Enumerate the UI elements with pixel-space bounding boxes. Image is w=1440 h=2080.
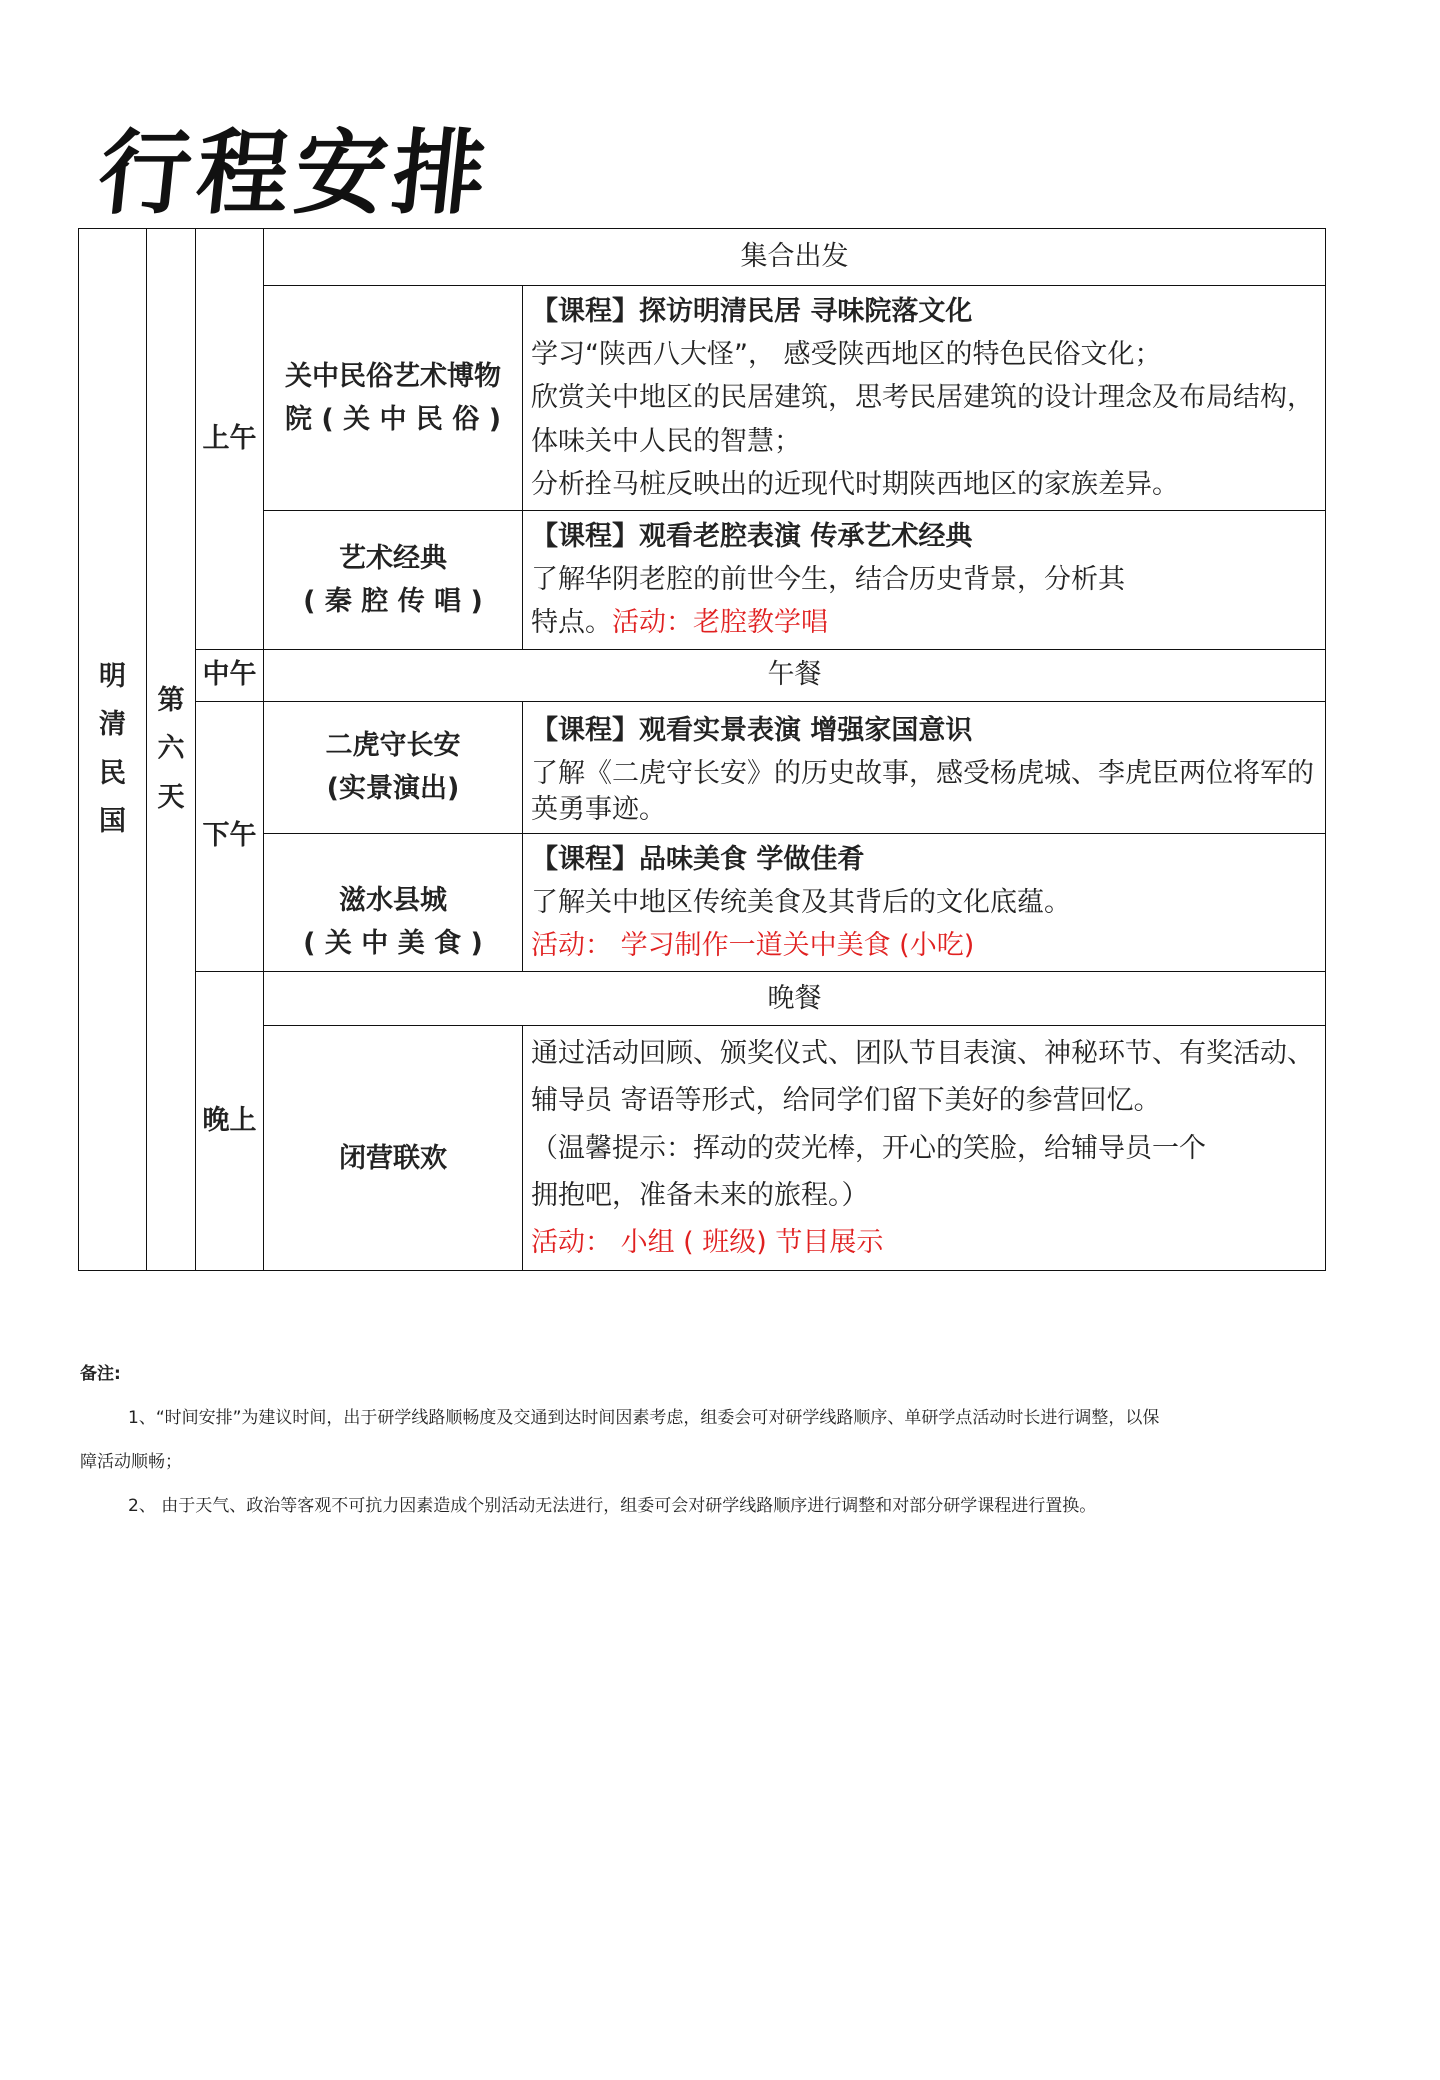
note-item-continuation: 障活动顺畅； [80, 1452, 182, 1472]
detail-line: 欣赏关中地区的民居建筑，思考民居建筑的设计理念及布局结构， [531, 382, 1314, 414]
detail-line: 了解关中地区传统美食及其背后的文化底蕴。 [531, 886, 1071, 918]
detail-line: 了解《二虎守长安》的历史故事，感受杨虎城、李虎臣两位将军的 [531, 758, 1314, 790]
place-zishui [264, 833, 523, 972]
theme-label: 明清民国 [99, 660, 126, 838]
dinner-row: 晚餐 [264, 972, 1326, 1026]
detail-line: 辅导员 寄语等形式，给同学们留下美好的参营回忆。 [531, 1085, 1161, 1117]
place-opera [264, 511, 523, 650]
place-closing: 闭营联欢 [264, 1026, 523, 1271]
theme-cell [79, 229, 147, 1271]
activity-text: 活动： 小组 ( 班级) 节目展示 [531, 1227, 884, 1259]
place-opera-line1: 艺术经典 [339, 542, 447, 574]
place-erhu-line2: (实景演出) [326, 773, 460, 805]
period-morning: 上午 [196, 229, 264, 650]
detail-line: （温馨提示：挥动的荧光棒，开心的笑脸，给辅导员一个 [531, 1132, 1206, 1164]
period-evening: 晚上 [196, 972, 264, 1271]
place-zishui-line2: ( 关 中 美 食 ) [303, 928, 483, 960]
page-title: 行程安排 [93, 119, 497, 227]
detail-zishui [523, 833, 1326, 972]
place-opera-line2: ( 秦 腔 传 唱 ) [303, 585, 483, 617]
depart-row: 集合出发 [264, 229, 1326, 286]
place-zishui-line1: 滋水县城 [339, 885, 447, 917]
place-museum-line2: 院 ( 关 中 民 俗 ) [284, 404, 502, 435]
course-title: 【课程】探访明清民居 寻味院落文化 [531, 296, 973, 328]
itinerary-table [78, 228, 1326, 1271]
course-title: 【课程】观看实景表演 增强家国意识 [531, 715, 973, 747]
detail-line: 拥抱吧，准备未来的旅程。） [531, 1179, 869, 1211]
course-title: 【课程】品味美食 学做佳肴 [531, 843, 865, 875]
place-erhu-line1: 二虎守长安 [325, 729, 461, 761]
activity-text: 活动： 学习制作一道关中美食 (小吃) [531, 929, 975, 961]
detail-museum [523, 286, 1326, 511]
detail-line: 分析拴马桩反映出的近现代时期陕西地区的家族差异。 [531, 468, 1179, 500]
note-item: 2、 由于天气、政治等客观不可抗力因素造成个别活动无法进行，组委可会对研学线路顺序进行调整和对部分研学课程进行置换。 [128, 1496, 1097, 1516]
detail-line: 英勇事迹。 [531, 794, 666, 826]
place-erhu [264, 701, 523, 833]
notes-section [80, 1352, 1325, 1528]
day-label: 第六天 [157, 684, 185, 813]
detail-line: 了解华阴老腔的前世今生，结合历史背景，分析其 [531, 564, 1125, 596]
place-museum [264, 286, 523, 511]
course-title: 【课程】观看老腔表演 传承艺术经典 [531, 521, 973, 552]
day-cell [147, 229, 196, 1271]
place-museum-line1: 关中民俗艺术博物 [285, 360, 501, 392]
detail-line [531, 601, 1317, 644]
detail-line: 体味关中人民的智慧； [531, 425, 801, 457]
detail-erhu [523, 701, 1326, 833]
detail-text: 特点。 [531, 607, 612, 639]
notes-heading: 备注: [80, 1364, 121, 1384]
detail-line: 通过活动回顾、颁奖仪式、团队节目表演、神秘环节、有奖活动、 [531, 1038, 1314, 1070]
detail-closing [523, 1026, 1326, 1271]
period-noon: 中午 [196, 649, 264, 701]
activity-text: 活动：老腔教学唱 [612, 607, 828, 639]
period-afternoon: 下午 [196, 701, 264, 972]
note-item: 1、“时间安排”为建议时间，出于研学线路顺畅度及交通到达时间因素考虑，组委会可对研学线路顺序、单研学点活动时长进行调整，以保 [128, 1408, 1160, 1428]
lunch-row: 午餐 [264, 649, 1326, 701]
detail-line: 学习“陕西八大怪”， 感受陕西地区的特色民俗文化； [531, 339, 1162, 371]
detail-opera [523, 511, 1326, 650]
